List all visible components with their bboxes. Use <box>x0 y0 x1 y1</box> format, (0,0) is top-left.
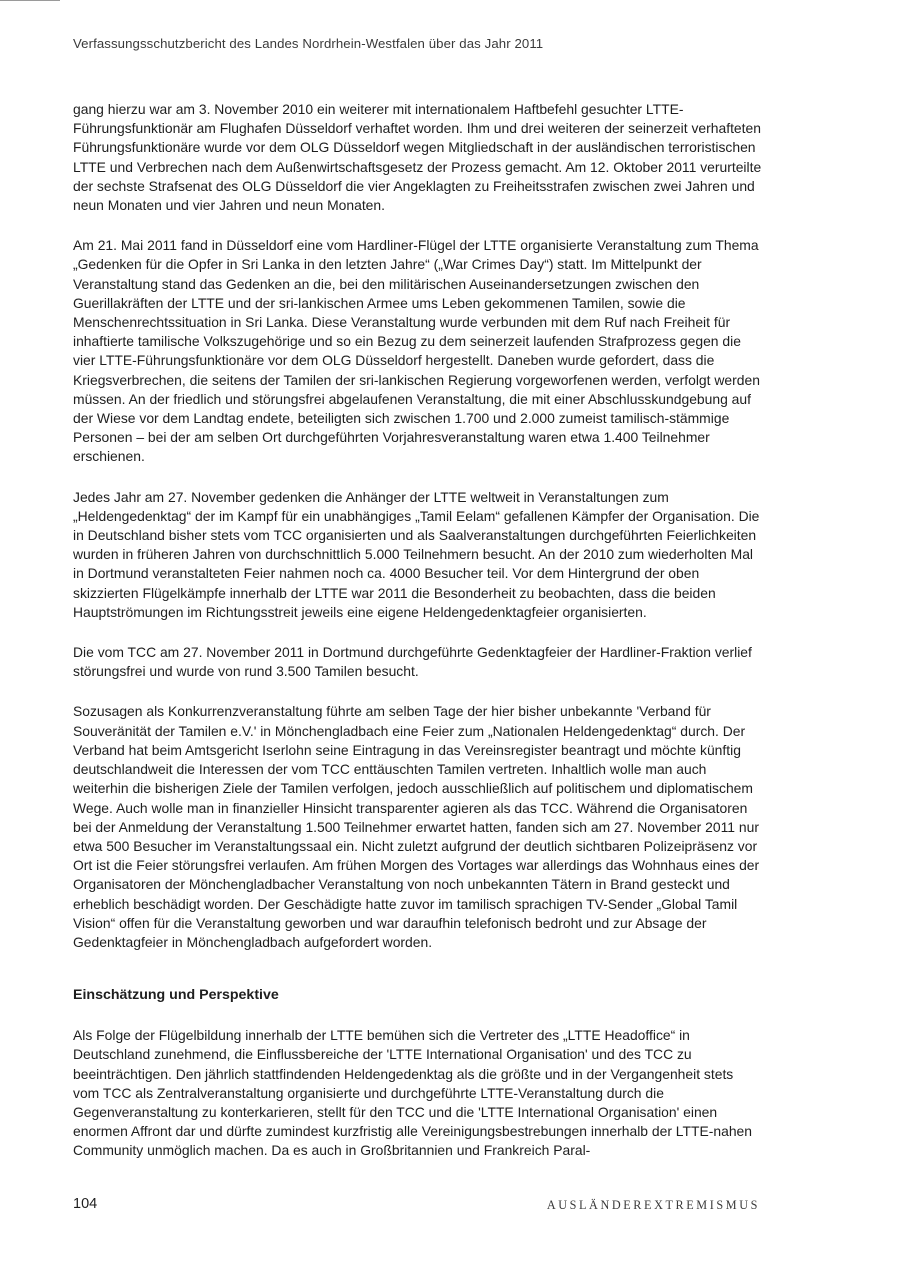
running-header: Verfassungsschutzbericht des Landes Nordrhein-Westfalen über das Jahr 2011 <box>73 36 544 51</box>
footer-section-label: AUSLÄNDEREXTREMISMUS <box>546 1198 760 1212</box>
paragraph-4: Die vom TCC am 27. November 2011 in Dortmund durchgeführte Gedenktagfeier der Hardliner-Fraktion verlief störungsfrei und wurde von rund 3.500 Tamilen besucht. <box>73 644 752 680</box>
body-text <box>73 100 763 1182</box>
paragraph-3: Jedes Jahr am 27. November gedenken die Anhänger der LTTE weltweit in Veranstaltungen zum „Heldengedenktag“ der im Kampf für ein unabhängiges „Tamil Eelam“ gefallenen Kämpfer der Organisation. Die in Deutschland bisher stets vom TCC organisierten und als Saalveranstaltungen durchgeführten Feierlichkeiten wurden in früheren Jahren von durchschnittlich 5.000 Teilnehmern besucht. An der 2010 zum wiederholten Mal in Dortmund veranstalteten Feier nahmen noch ca. 4000 Besucher teil. Vor dem Hintergrund der oben skizzierten Flügelkämpfe innerhalb der LTTE war 2011 die Besonderheit zu beobachten, dass die beiden Hauptströmungen im Richtungsstreit jeweils eine eigene Heldengedenktagfeier organisierten. <box>73 488 760 620</box>
section-heading: Einschätzung und Perspektive <box>73 987 279 1004</box>
paragraph-1: gang hierzu war am 3. November 2010 ein weiterer mit internationalem Haftbefehl gesuchter LTTE-Führungsfunktionär am Flughafen Düsseldorf verhaftet worden. Ihm und drei weiteren der seinerzeit verhafteten Führungsfunktionäre wurde vor dem OLG Düsseldorf wegen Mitgliedschaft in der ausländischen terroristischen LTTE und Verbrechen nach dem Außenwirtschaftsgesetz der Prozess gemacht. Am 12. Oktober 2011 verurteilte der sechste Strafsenat des OLG Düsseldorf die vier Angeklagten zu Freiheitsstrafen zwischen zwei Jahren und neun Monaten und vier Jahren und neun Monaten. <box>73 101 762 214</box>
paragraph-2: Am 21. Mai 2011 fand in Düsseldorf eine vom Hardliner-Flügel der LTTE organisierte Veranstaltung zum Thema „Gedenken für die Opfer in Sri Lanka in den letzten Jahre“ („War Crimes Day“) statt. Im Mittelpunkt der Veranstaltung stand das Gedenken an die, bei den militärischen Auseinandersetzungen zwischen den Guerillakräften der LTTE und der sri-lankischen Armee ums Leben gekommenen Tamilen, sowie die Menschenrechtssituation in Sri Lanka. Diese Veranstaltung wurde verbunden mit dem Ruf nach Freiheit für inhaftierte tamilische Volkszugehörige und so ein Bezug zu dem seinerzeit laufenden Strafprozess gegen die vier LTTE-Führungsfunktionäre vor dem OLG Düsseldorf hergestellt. Daneben wurde gefordert, dass die Kriegsverbrechen, die seitens der Tamilen der sri-lankischen Regierung vorgeworfenen werden, verfolgt werden müssen. An der friedlich und störungsfrei abgelaufenen Veranstaltung, die mit einer Abschlusskundgebung auf der Wiese vor dem Landtag endete, beteiligten sich zwischen 1.700 und 2.000 zumeist tamilisch-stämmige Personen – bei der am selben Ort durchgeführten Vorjahresveranstaltung waren etwa 1.400 Teilnehmer erschienen. <box>73 237 760 465</box>
page-number: 104 <box>73 1196 98 1212</box>
section-paragraph: Als Folge der Flügelbildung innerhalb der LTTE bemühen sich die Vertreter des „LTTE Headoffice“ in Deutschland zunehmend, die Einflussbereiche der 'LTTE International Organisation' und des TCC zu beeinträchtigen. Den jährlich stattfindenden Heldengedenktag als die größte und in der Vergangenheit stets vom TCC als Zentralveranstaltung organisierte und durchgeführte LTTE-Veranstaltung durch die Gegenveranstaltung zu konterkarieren, stellt für den TCC und die 'LTTE International Organisation' einen enormen Affront dar und dürfte zumindest kurzfristig alle Vereinigungsbestrebungen innerhalb der LTTE-nahen Community unmöglich machen. Da es auch in Großbritannien und Frankreich Paral- <box>73 1027 752 1159</box>
corner-rule <box>0 0 60 1</box>
paragraph-5: Sozusagen als Konkurrenzveranstaltung führte am selben Tage der hier bisher unbekannte 'Verband für Souveränität der Tamilen e.V.' in Mönchengladbach eine Feier zum „Nationalen Heldengedenktag“ durch. Der Verband hat beim Amtsgericht Iserlohn seine Eintragung in das Vereinsregister beantragt und möchte künftig deutschlandweit die Interessen der vom TCC enttäuschten Tamilen vertreten. Inhaltlich wolle man auch weiterhin die bisherigen Ziele der Tamilen verfolgen, jedoch ausschließlich auf politischem und diplomatischem Wege. Auch wolle man in finanzieller Hinsicht transparenter agieren als das TCC. Während die Organisatoren bei der Anmeldung der Veranstaltung 1.500 Teilnehmer erwartet hatten, fanden sich am 27. November 2011 nur etwa 500 Besucher im Veranstaltungssaal ein. Nicht zuletzt aufgrund der deutlich sichtbaren Polizeipräsenz vor Ort ist die Feier störungsfrei verlaufen. Am frühen Morgen des Vortages war allerdings das Wohnhaus eines der Organisatoren der Mönchengladbacher Veranstaltung von noch unbekannten Tätern in Brand gesteckt und erheblich beschädigt worden. Der Geschädigte hatte zuvor im tamilisch sprachigen TV-Sender „Global Tamil Vision“ offen für die Veranstaltung geworben und war daraufhin telefonisch bedroht und zur Absage der Gedenktagfeier in Mönchengladbach aufgefordert worden. <box>73 703 760 950</box>
